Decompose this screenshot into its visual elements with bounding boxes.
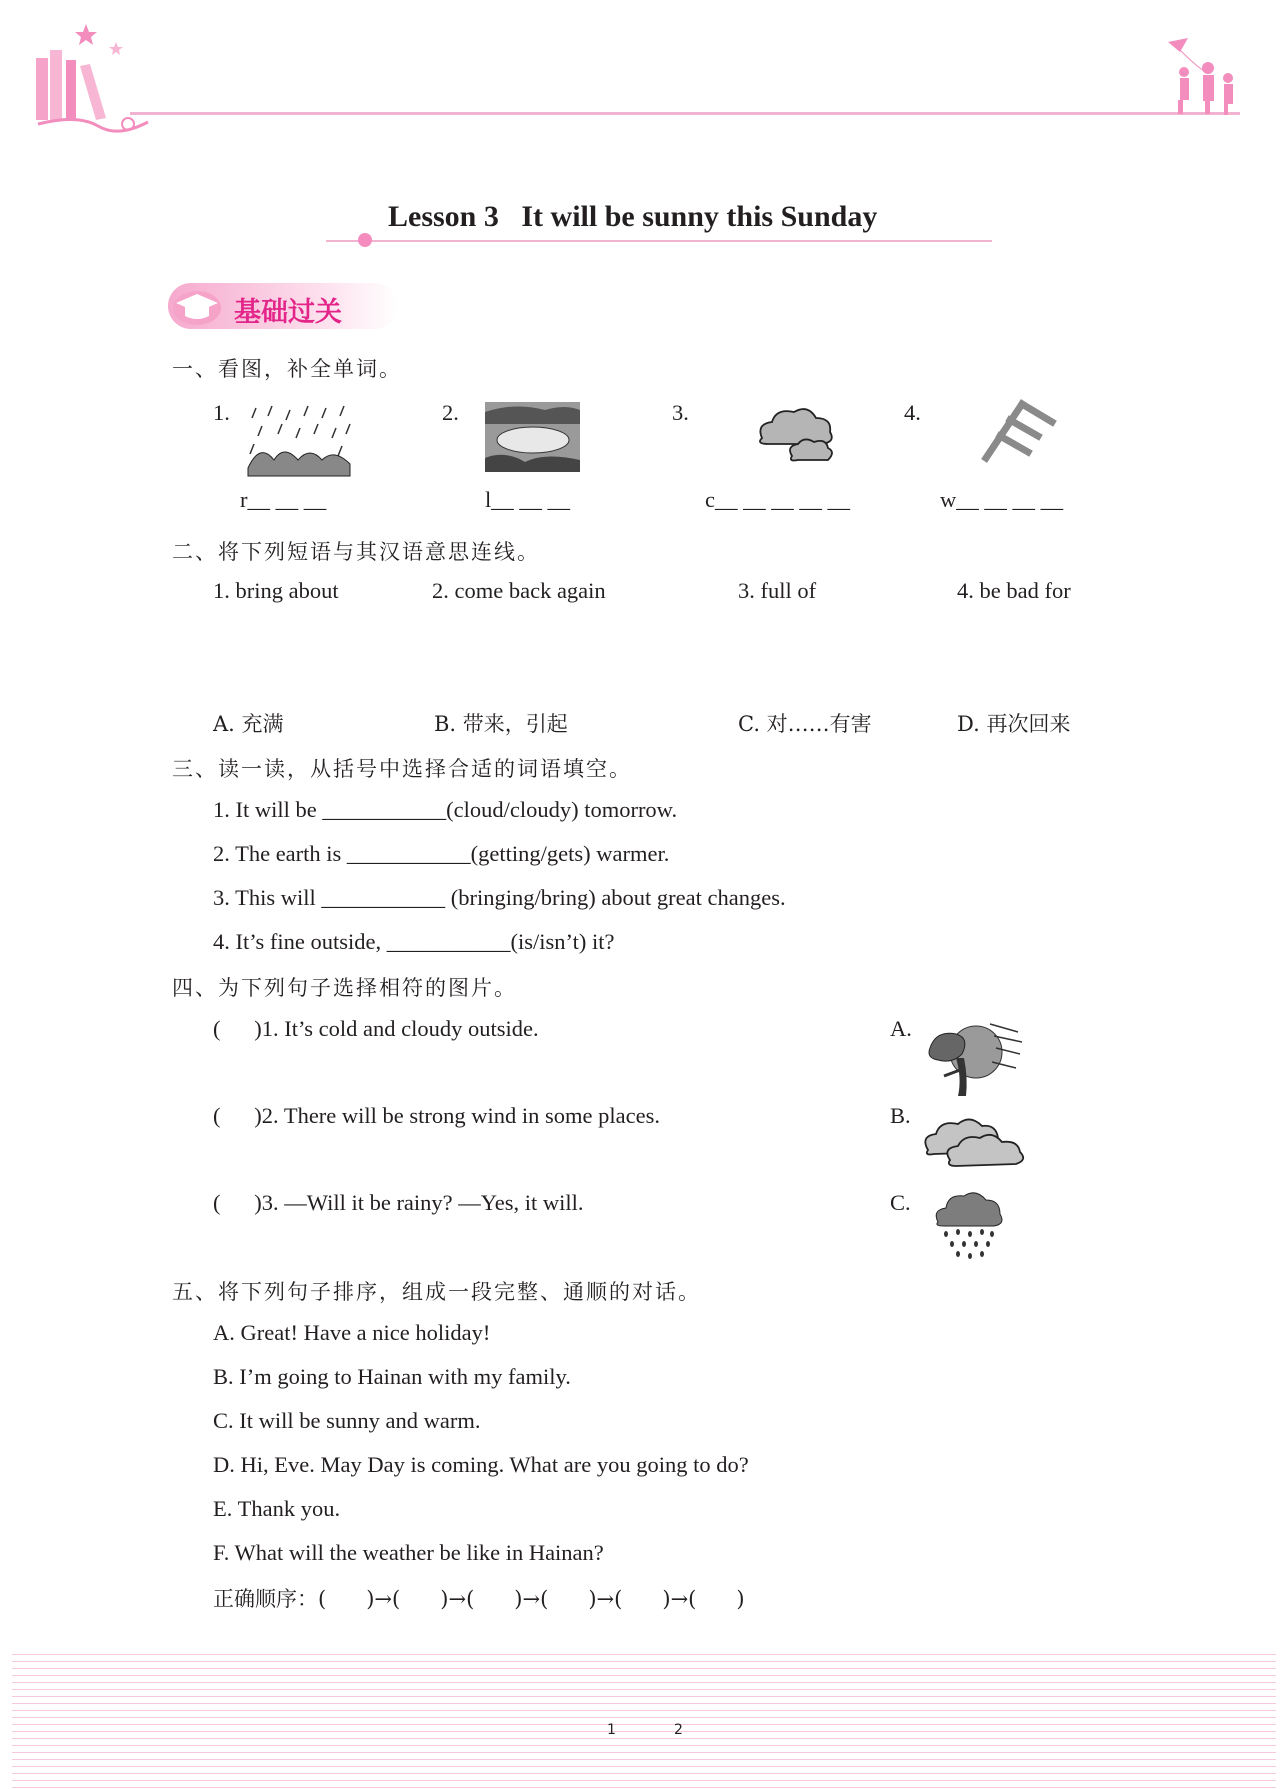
s1-item2-blank: l__ __ __ bbox=[485, 487, 571, 512]
phrase-2: 2. come back again bbox=[432, 578, 606, 603]
phrase-3: 3. full of bbox=[738, 578, 817, 603]
page-number-right: 2 bbox=[674, 1722, 683, 1738]
header-rule bbox=[130, 112, 1240, 115]
s1-item2-number: 2. bbox=[442, 400, 459, 425]
title-dot bbox=[358, 233, 372, 247]
s1-item3-number: 3. bbox=[672, 400, 689, 425]
page-number-left: 1 bbox=[607, 1722, 616, 1738]
order-answer-line: 正确顺序：( )→( )→( )→( )→( )→( ) bbox=[213, 1587, 745, 1611]
option-a-label: A. bbox=[890, 1016, 912, 1041]
lake-picture bbox=[485, 402, 580, 472]
s1-item1-blank: r__ __ __ bbox=[240, 487, 327, 512]
fill-item-1: 1. It will be ___________(cloud/cloudy) tomorrow. bbox=[213, 797, 678, 822]
match-item-3: ( )3. —Will it be rainy? —Yes, it will. bbox=[213, 1190, 584, 1215]
fill-item-2: 2. The earth is ___________(getting/gets) warmer. bbox=[213, 841, 670, 866]
meaning-d: D. 再次回来 bbox=[957, 712, 1071, 736]
title-underline bbox=[326, 240, 992, 242]
badge-label: 基础过关 bbox=[234, 297, 342, 328]
footer-band bbox=[12, 1654, 1276, 1789]
section2-heading: 二、将下列短语与其汉语意思连线。 bbox=[172, 540, 540, 564]
meaning-c: C. 对……有害 bbox=[738, 712, 872, 736]
phrase-4: 4. be bad for bbox=[957, 578, 1071, 603]
section4-heading: 四、为下列句子选择相符的图片。 bbox=[172, 976, 517, 1000]
rain-picture bbox=[246, 402, 354, 478]
fill-item-3: 3. This will ___________ (bringing/bring) about great changes. bbox=[213, 885, 786, 910]
s1-item1-number: 1. bbox=[213, 400, 230, 425]
wind-picture bbox=[978, 398, 1058, 464]
s1-item4-blank: w__ __ __ __ bbox=[940, 487, 1064, 512]
match-item-2: ( )2. There will be strong wind in some places. bbox=[213, 1103, 660, 1128]
option-b-label: B. bbox=[890, 1103, 911, 1128]
dialog-a: A. Great! Have a nice holiday! bbox=[213, 1320, 491, 1345]
graduation-cap-icon bbox=[172, 288, 222, 326]
dialog-f: F. What will the weather be like in Hainan? bbox=[213, 1540, 604, 1565]
phrase-1: 1. bring about bbox=[213, 578, 339, 603]
cloudy-picture bbox=[920, 1112, 1028, 1168]
meaning-a: A. 充满 bbox=[213, 712, 284, 736]
lesson-title: Lesson 3 It will be sunny this Sunday bbox=[388, 200, 878, 233]
section3-heading: 三、读一读，从括号中选择合适的词语填空。 bbox=[172, 757, 632, 781]
s1-item4-number: 4. bbox=[904, 400, 921, 425]
dialog-c: C. It will be sunny and warm. bbox=[213, 1408, 481, 1433]
windy-tree-picture bbox=[922, 1018, 1022, 1100]
s1-item3-blank: c__ __ __ __ __ bbox=[705, 487, 850, 512]
children-kite-decoration bbox=[1158, 38, 1242, 118]
dialog-d: D. Hi, Eve. May Day is coming. What are you going to do? bbox=[213, 1452, 749, 1477]
section1-heading: 一、看图，补全单词。 bbox=[172, 357, 402, 381]
match-item-1: ( )1. It’s cold and cloudy outside. bbox=[213, 1016, 539, 1041]
option-c-label: C. bbox=[890, 1190, 911, 1215]
clouds-picture bbox=[752, 402, 842, 466]
rainy-picture bbox=[932, 1186, 1006, 1262]
dialog-b: B. I’m going to Hainan with my family. bbox=[213, 1364, 571, 1389]
meaning-b: B. 带来，引起 bbox=[434, 712, 568, 736]
section5-heading: 五、将下列句子排序，组成一段完整、通顺的对话。 bbox=[172, 1280, 701, 1304]
fill-item-4: 4. It’s fine outside, ___________(is/isn’t) it? bbox=[213, 929, 615, 954]
dialog-e: E. Thank you. bbox=[213, 1496, 341, 1521]
books-logo-decoration bbox=[28, 18, 158, 133]
